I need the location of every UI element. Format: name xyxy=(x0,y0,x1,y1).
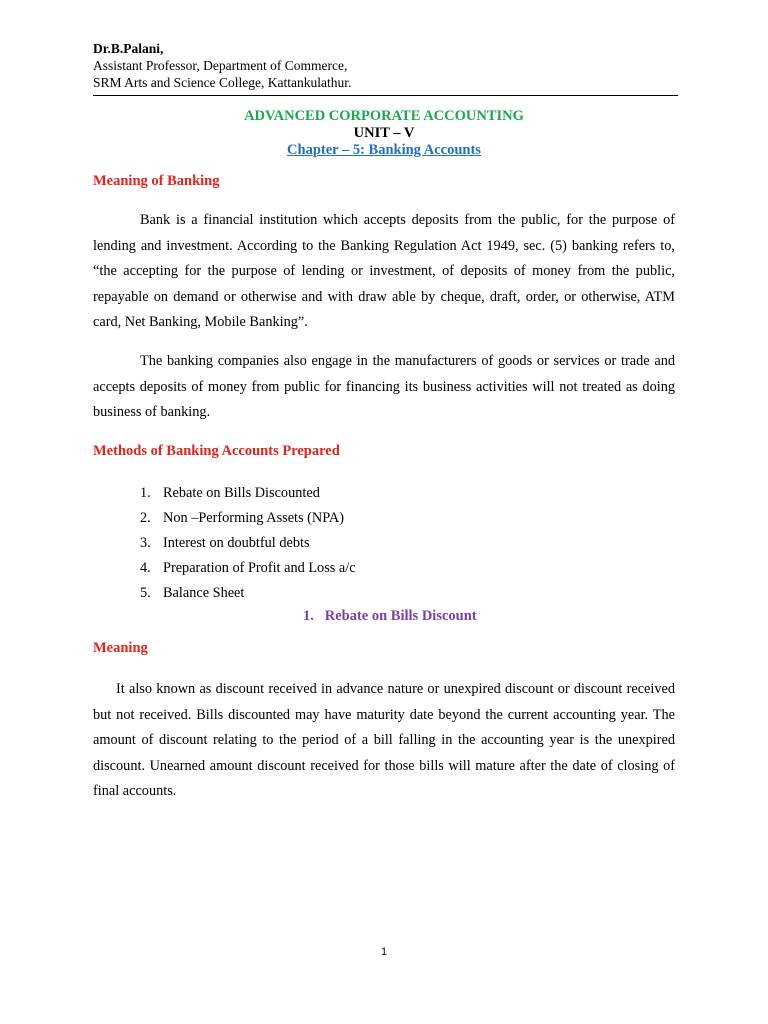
heading-meaning: Meaning xyxy=(93,640,148,656)
author-header xyxy=(93,40,678,96)
author-title: Assistant Professor, Department of Commerce, xyxy=(93,58,348,73)
list-item: 2. Non –Performing Assets (NPA) xyxy=(140,510,344,526)
list-item: 4. Preparation of Profit and Loss a/c xyxy=(140,560,356,576)
heading-methods: Methods of Banking Accounts Prepared xyxy=(93,443,340,459)
paragraph-banking-companies: The banking companies also engage in the manufacturers of goods or services or trade and accepts deposits of money from public for financing its business activities will not treated as doing business of banking. xyxy=(93,353,675,420)
author-institution: SRM Arts and Science College, Kattankulathur. xyxy=(93,75,352,90)
list-item: 5. Balance Sheet xyxy=(140,585,245,601)
unit-label: UNIT – V xyxy=(353,125,415,141)
document-title: ADVANCED CORPORATE ACCOUNTING xyxy=(244,108,524,124)
page-number: 1 xyxy=(380,946,388,958)
subheading-rebate: 1. Rebate on Bills Discount xyxy=(303,608,477,624)
paragraph-rebate-meaning: It also known as discount received in advance nature or unexpired discount or discount received but not received. Bills discounted may have maturity date beyond the current accounting year. The amount of discount relating to the period of a bill falling in the accounting year is the unexpired discount. Unearned amount discount received for those bills will mature after the date of closing of final accounts. xyxy=(93,681,675,799)
author-name: Dr.B.Palani, xyxy=(93,41,164,56)
paragraph-bank-definition: Bank is a financial institution which accepts deposits from the public, for the purpose of lending and investment. According to the Banking Regulation Act 1949, sec. (5) banking refers to, “the accepting for the purpose of lending or investment, of deposits of money from the public, repayable on demand or otherwise and with draw able by cheque, draft, order, or otherwise, ATM card, Net Banking, Mobile Banking”. xyxy=(93,212,675,330)
methods-list xyxy=(140,481,356,606)
heading-meaning-of-banking: Meaning of Banking xyxy=(93,173,220,189)
list-item: 1. Rebate on Bills Discounted xyxy=(140,485,320,501)
chapter-title: Chapter – 5: Banking Accounts xyxy=(287,142,481,158)
list-item: 3. Interest on doubtful debts xyxy=(140,535,310,551)
